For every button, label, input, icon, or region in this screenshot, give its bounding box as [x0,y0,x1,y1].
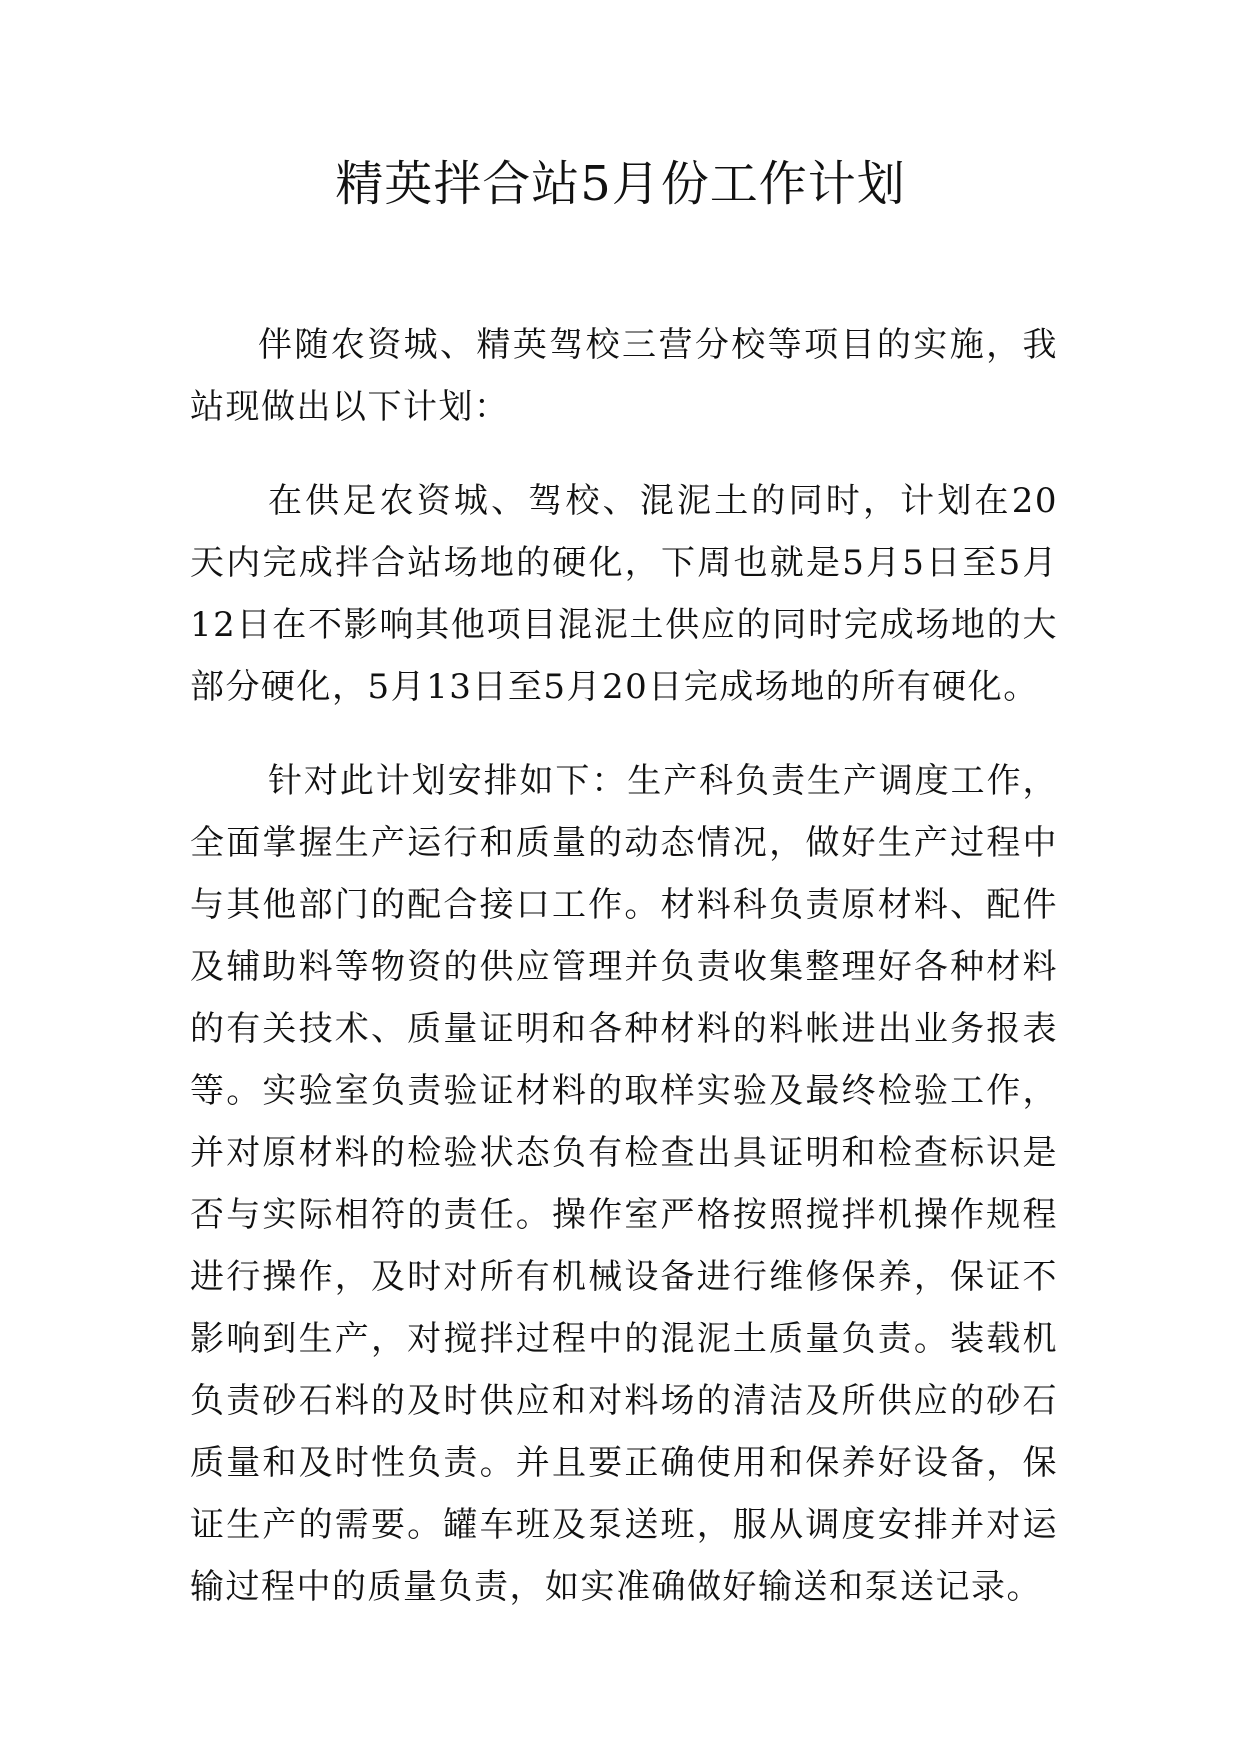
document-title: 精英拌合站5月份工作计划 [335,156,906,212]
paragraph-schedule: 在供足农资城、驾校、混泥土的同时，计划在20天内完成拌合站场地的硬化，下周也就是5月5日至5月12日在不影响其他项目混泥土供应的同时完成场地的大部分硬化，5月13日至5月20日完成场地的所有硬化。 [190,481,1058,707]
paragraph-arrangement: 针对此计划安排如下：生产科负责生产调度工作，全面掌握生产运行和质量的动态情况，做好生产过程中与其他部门的配合接口工作。材料科负责原材料、配件及辅助料等物资的供应管理并负责收集整理好各种材料的有关技术、质量证明和各种材料的料帐进出业务报表等。实验室负责验证材料的取样实验及最终检验工作，并对原材料的检验状态负有检查出具证明和检查标识是否与实际相符的责任。操作室严格按照搅拌机操作规程进行操作，及时对所有机械设备进行维修保养，保证不影响到生产，对搅拌过程中的混泥土质量负责。装载机负责砂石料的及时供应和对料场的清洁及所供应的砂石质量和及时性负责。并且要正确使用和保养好设备，保证生产的需要。罐车班及泵送班，服从调度安排并对运输过程中的质量负责，如实准确做好输送和泵送记录。 [190,761,1058,1607]
document-body [190,314,1058,1650]
paragraph-intro: 伴随农资城、精英驾校三营分校等项目的实施，我站现做出以下计划： [190,325,1058,427]
